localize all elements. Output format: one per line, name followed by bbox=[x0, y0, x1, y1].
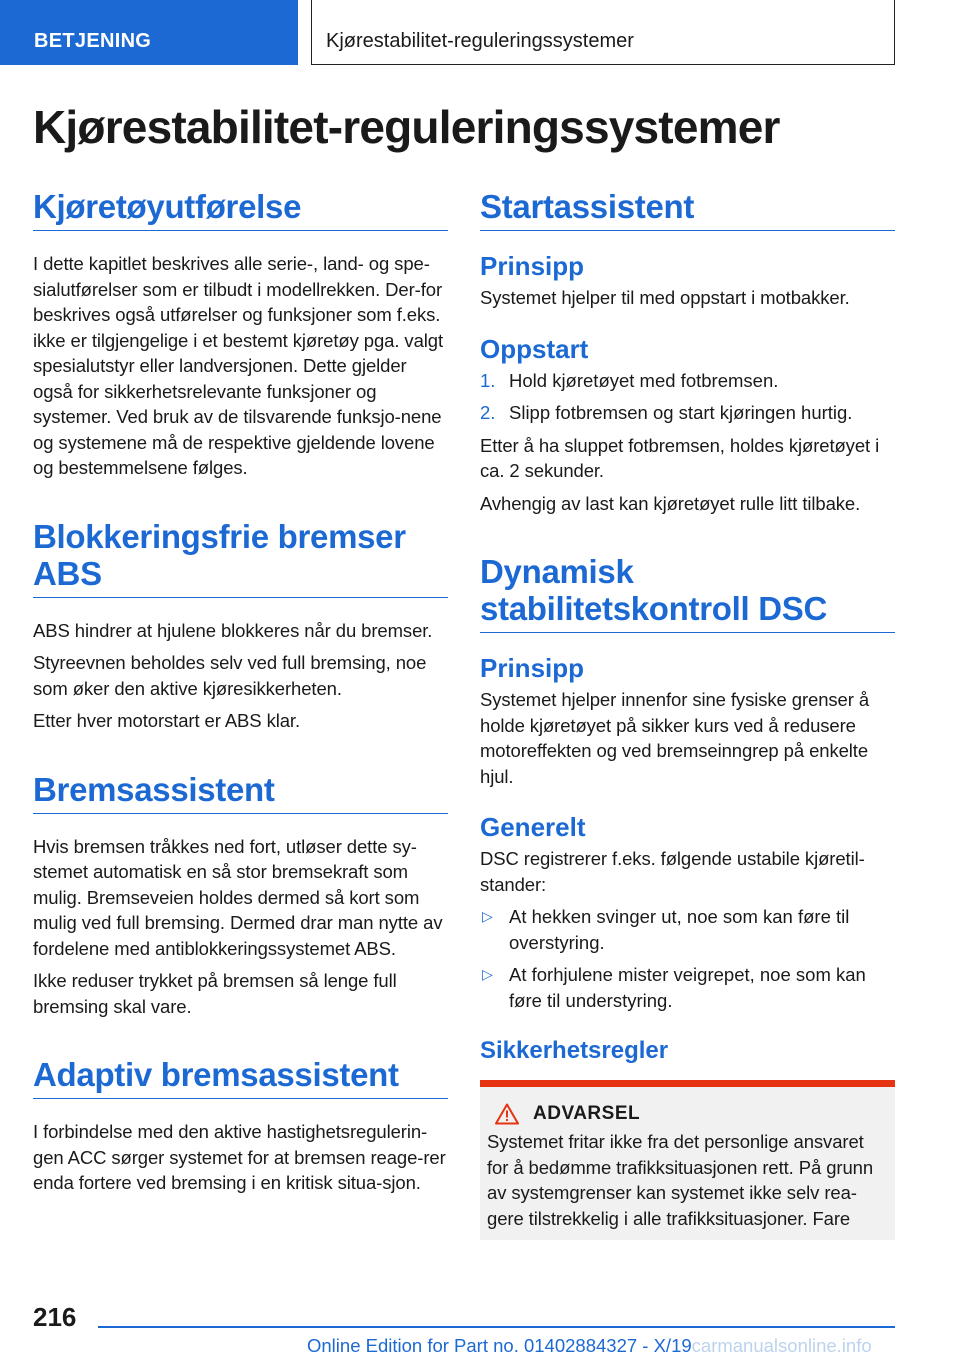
heading-kjoretoyutforelse: Kjøretøyutførelse bbox=[33, 188, 448, 231]
page-number: 216 bbox=[33, 1302, 77, 1332]
subheading-prinsipp: Prinsipp bbox=[480, 251, 585, 281]
step-number: 2. bbox=[480, 402, 496, 423]
paragraph: Ikke reduser trykket på bremsen så lenge full bremsing skal vare. bbox=[33, 970, 397, 1017]
footer-divider bbox=[98, 1326, 895, 1328]
paragraph: Systemet hjelper til med oppstart i motbakker. bbox=[480, 287, 850, 308]
paragraph: Etter hver motorstart er ABS klar. bbox=[33, 710, 301, 731]
paragraph: Etter å ha sluppet fotbremsen, holdes kjøretøyet i ca. 2 sekunder. bbox=[480, 434, 880, 481]
heading-dsc: Dynamisk stabilitetskontroll DSC bbox=[480, 553, 895, 633]
list-item bbox=[480, 368, 895, 394]
bullet-list bbox=[480, 904, 895, 1013]
step-text: Hold kjøretøyet med fotbremsen. bbox=[509, 369, 779, 391]
section-tab: BETJENING bbox=[0, 0, 298, 65]
bullet-text: At hekken svinger ut, noe som kan føre til overstyring. bbox=[509, 906, 850, 953]
chapter-tab: Kjørestabilitet-reguleringssystemer bbox=[311, 0, 895, 65]
watermark-text: carmanualsonline.info bbox=[691, 1335, 872, 1356]
paragraph: Avhengig av last kan kjøretøyet rulle litt tilbake. bbox=[480, 492, 861, 514]
triangle-bullet-icon: ▷ bbox=[482, 908, 493, 924]
page-title: Kjørestabilitet-reguleringssystemer bbox=[33, 101, 780, 153]
warning-text: Systemet fritar ikke fra det personlige ansvaret for å bedømme trafikksituasjonen rett. På grunn av systemgrenser kan systemet ikke selv rea-gere tilstrekkelig i alle trafikksituasjoner. Fare bbox=[487, 1131, 874, 1229]
bullet-text: At forhjulene mister veigrepet, noe som kan føre til understyring. bbox=[509, 964, 866, 1011]
paragraph: I dette kapitlet beskrives alle serie-, land- og spe-sialutførelser som er tilbudt i modellrekken. Der-for beskrives også utførelser og funksjoner som f.eks. ikke er tilgjengelige i et bestemt kjøretøy pga. valgt spesialutstyr eller landversjonen. Dette gjelder også for sikkerhetsrelevante funksjoner og systemer. Ved bruk av de tilsvarende funksjo-nene og systemene må de respektive gjeldende lovene og bestemmelsene følges. bbox=[33, 253, 444, 478]
paragraph: ABS hindrer at hjulene blokkeres når du bremser. bbox=[33, 619, 433, 641]
subheading-sikkerhetsregler: Sikkerhetsregler bbox=[480, 1037, 669, 1064]
list-item bbox=[480, 400, 895, 426]
subheading-prinsipp: Prinsipp bbox=[480, 653, 585, 683]
paragraph: DSC registrerer f.eks. følgende ustabile kjøretil-stander: bbox=[480, 848, 865, 895]
paragraph: I forbindelse med den aktive hastighetsregulerin-gen ACC sørger systemet for at bremsen reage-rer enda fortere ved bremsing i en kritisk situa-sjon. bbox=[33, 1121, 446, 1193]
paragraph: Hvis bremsen tråkkes ned fort, utløser dette sy-stemet automatisk en så stor bremsekraft som mulig. Bremseveien holdes dermed så kort som mulig ved full bremsing. Dermed drar man nytte av fordelene med antiblokkeringssystemet ABS. bbox=[33, 835, 443, 959]
subheading-oppstart: Oppstart bbox=[480, 333, 589, 364]
heading-abs: Blokkeringsfrie bremser ABS bbox=[33, 518, 448, 598]
footer-edition bbox=[307, 1335, 872, 1357]
heading-bremsassistent: Bremsassistent bbox=[33, 771, 448, 814]
edition-text: Online Edition for Part no. 01402884327 - X/19 bbox=[307, 1335, 692, 1356]
warning-header bbox=[487, 1103, 888, 1125]
right-column bbox=[480, 188, 895, 1240]
left-column bbox=[33, 188, 448, 1203]
list-item bbox=[480, 904, 895, 955]
heading-adaptiv-bremsassistent: Adaptiv bremsassistent bbox=[33, 1056, 448, 1099]
heading-startassistent: Startassistent bbox=[480, 188, 895, 231]
list-item bbox=[480, 962, 895, 1013]
paragraph: Systemet hjelper innenfor sine fysiske grenser å holde kjøretøyet på sikker kurs ved å redusere motoreffekten og ved bremseinngrep på enkelte hjul. bbox=[480, 689, 870, 787]
warning-title: ADVARSEL bbox=[533, 1103, 641, 1124]
triangle-bullet-icon: ▷ bbox=[482, 966, 493, 982]
step-text: Slipp fotbremsen og start kjøringen hurtig. bbox=[509, 402, 853, 423]
warning-box bbox=[480, 1080, 895, 1240]
steps-list bbox=[480, 368, 895, 426]
subheading-generelt: Generelt bbox=[480, 812, 586, 842]
warning-triangle-icon bbox=[495, 1103, 519, 1125]
paragraph: Styreevnen beholdes selv ved full bremsing, noe som øker den aktive kjøresikkerheten. bbox=[33, 652, 427, 699]
step-number: 1. bbox=[480, 369, 496, 391]
